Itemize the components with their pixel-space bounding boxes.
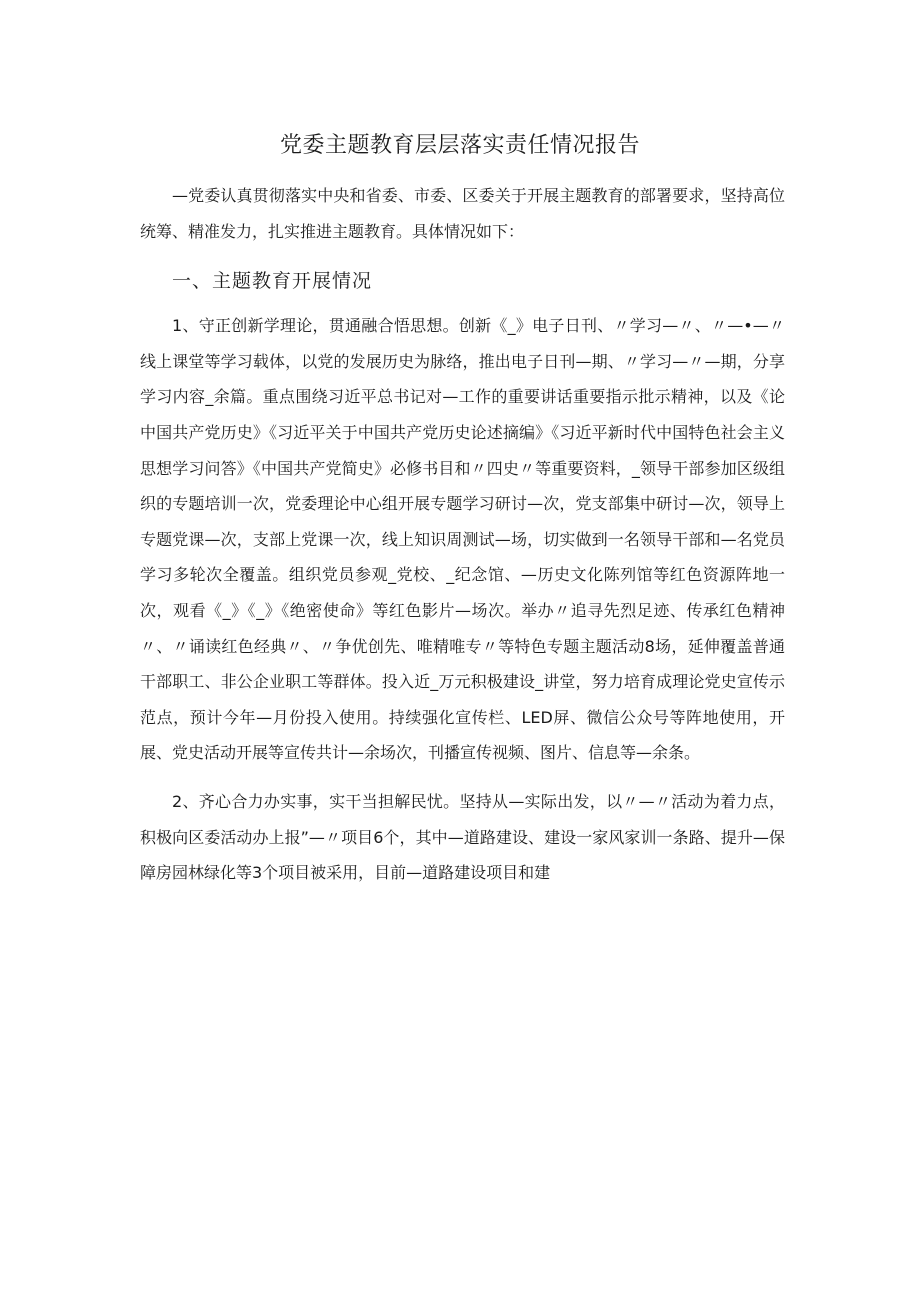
item-paragraph-2: 2、齐心合力办实事，实干当担解民忧。坚持从—实际出发，以〃—〃活动为着力点，积极向区委活动办上报”—〃项目6个，其中—道路建设、建设一家风家训一条路、提升—保障房园林绿化等3个项目被采用，目前—道路建设项目和建 [140,791,785,883]
intro-paragraph: —党委认真贯彻落实中央和省委、市委、区委关于开展主题教育的部署要求，坚持高位统筹、精准发力，扎实推进主题教育。具体情况如下： [140,186,785,241]
section-heading-1: 一、主题教育开展情况 [172,270,373,293]
item-paragraph-1: 1、守正创新学理论，贯通融合悟思想。创新《_》电子日刊、〃学习—〃、〃—•—〃线上课堂等学习载体，以党的发展历史为脉络，推出电子日刊—期、〃学习—〃—期，分享学习内容_余篇。重点围绕习近平总书记对—工作的重要讲话重要指示批示精神，以及《论中国共产党历史》《习近平关于中国共产党历史论述摘编》《习近平新时代中国特色社会主义思想学习问答》《中国共产党简史》必修书目和〃四史〃等重要资料，_领导干部参加区级组织的专题培训一次，党委理论中心组开展专题学习研讨—次，党支部集中研讨—次，领导上专题党课—次，支部上党课一次，线上知识周测试—场，切实做到一名领导干部和—名党员学习多轮次全覆盖。组织党员参观_党校、_纪念馆、—历史文化陈列馆等红色资源阵地一次，观看《_》《_》《绝密使命》等红色影片—场次。举办〃追寻先烈足迹、传承红色精神〃、〃诵读红色经典〃、〃争优创先、唯精唯专〃等特色专题主题活动8场，延伸覆盖普通干部职工、非公企业职工等群体。投入近_万元积极建设_讲堂，努力培育成理论党史宣传示范点，预计今年—月份投入使用。持续强化宣传栏、LED屏、微信公众号等阵地使用，开展、党史活动开展等宣传共计—余场次，刊播宣传视频、图片、信息等—余条。 [140,316,785,763]
document-body [140,178,785,904]
document-title: 党委主题教育层层落实责任情况报告 [279,133,640,158]
